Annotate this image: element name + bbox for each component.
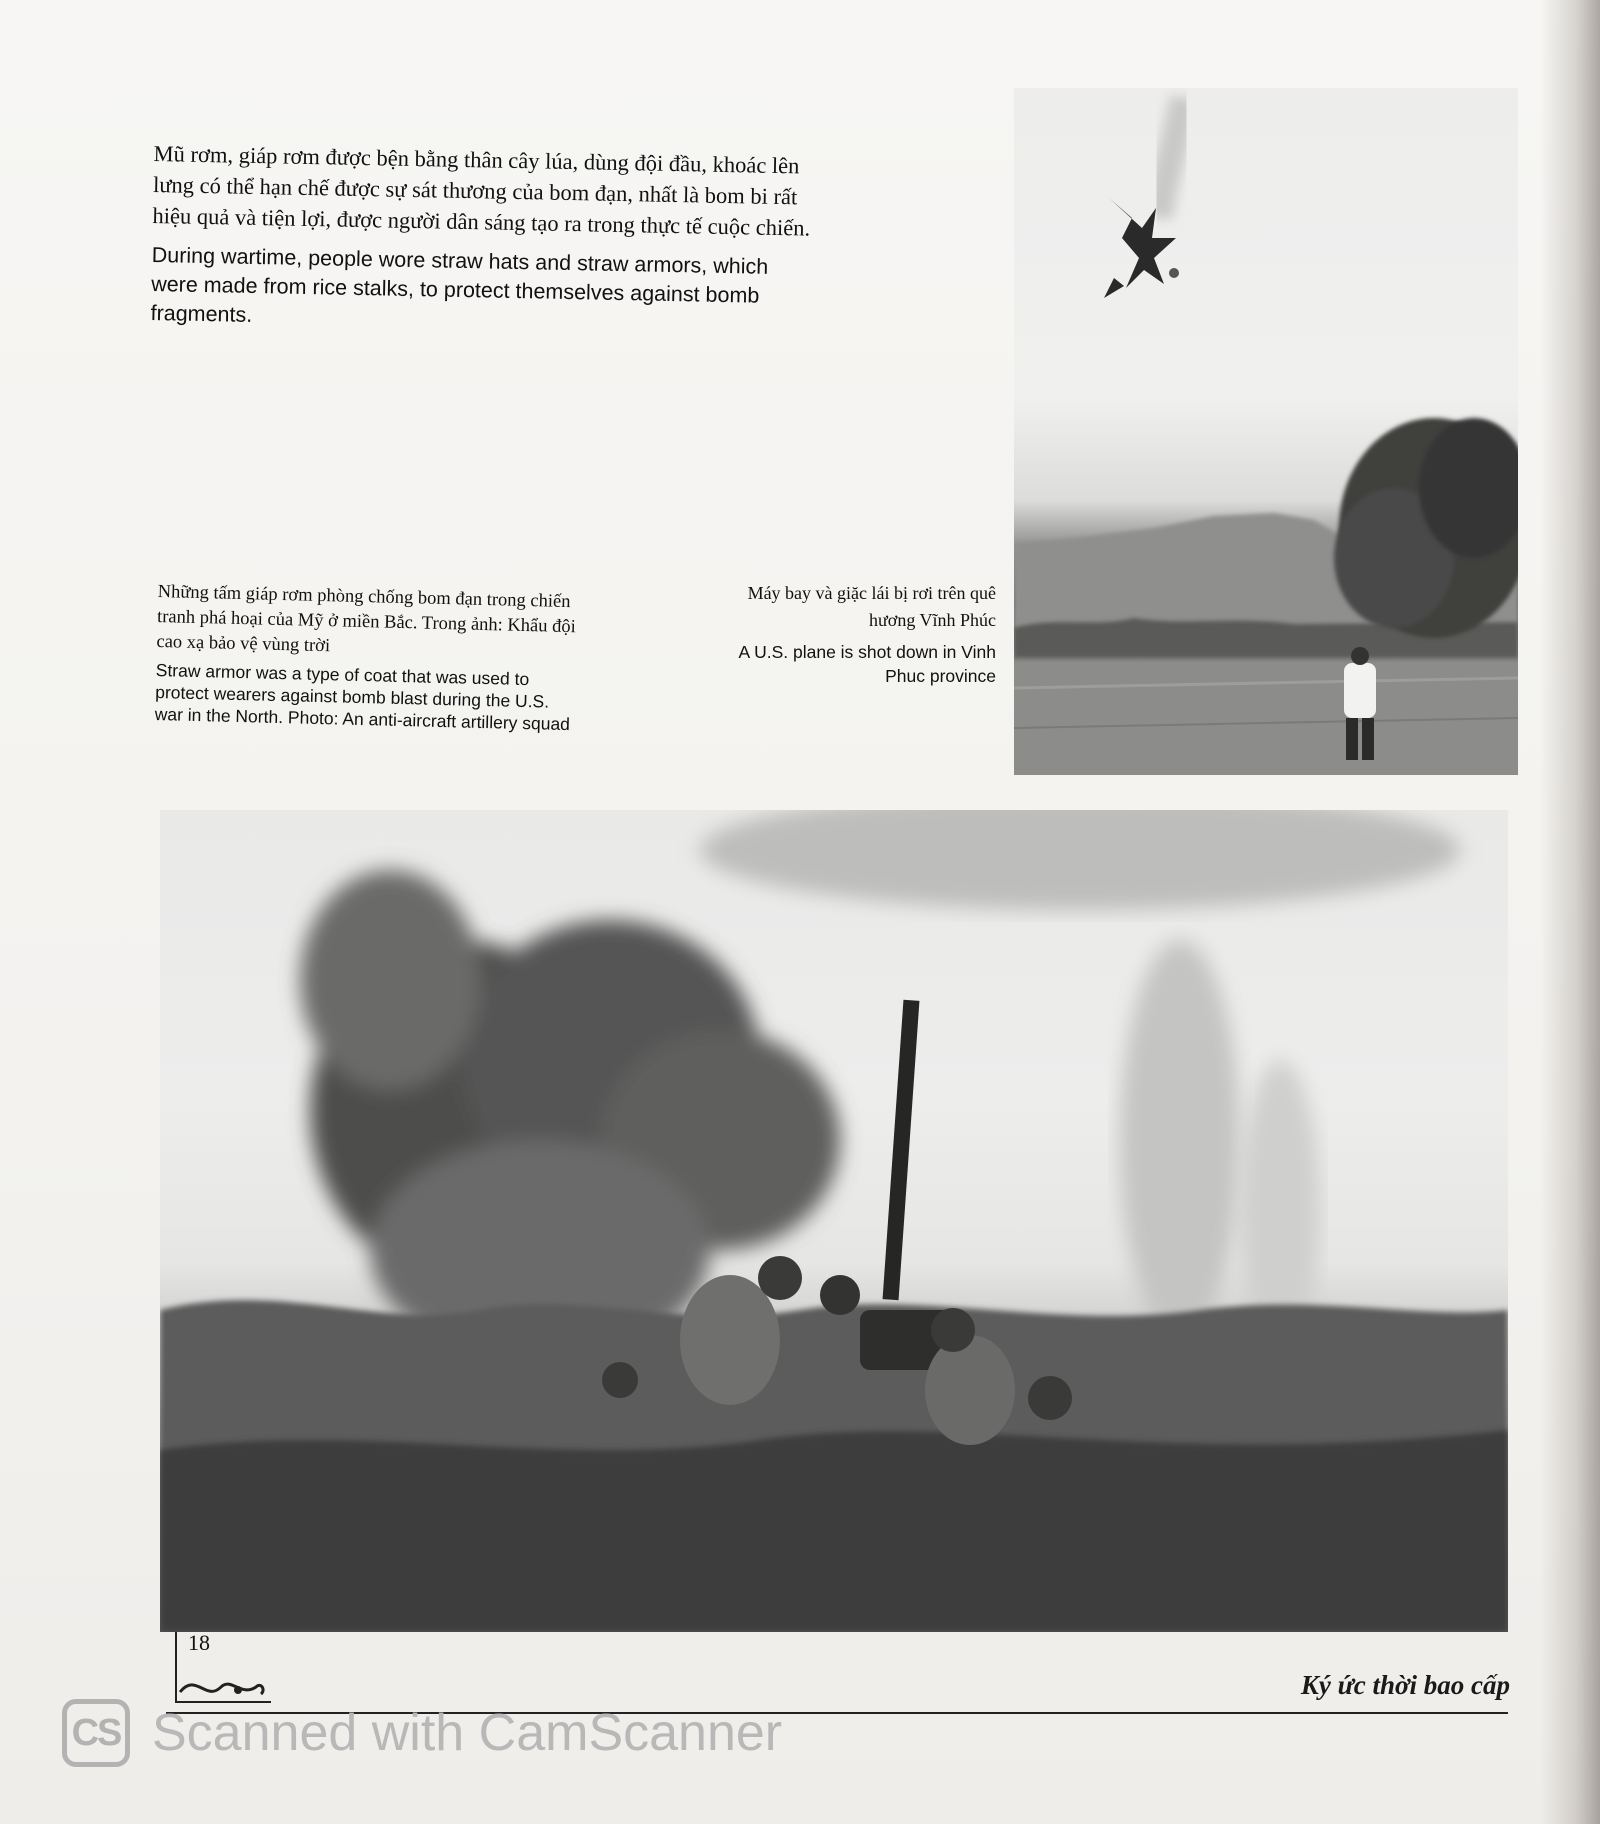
photo-anti-aircraft-squad bbox=[160, 810, 1508, 1632]
camscanner-logo-icon: CS bbox=[62, 1699, 130, 1767]
camscanner-watermark-text: Scanned with CamScanner bbox=[152, 1704, 783, 1762]
caption-left-vietnamese: Những tấm giáp rơm phòng chống bom đạn trong chiến tranh phá hoại của Mỹ ở miền Bắc. Trong ảnh: Khẩu đội cao xạ bảo vệ vùng trời bbox=[156, 581, 576, 657]
photo-plane-illustration bbox=[1014, 88, 1518, 775]
caption-right-vietnamese: Máy bay và giặc lái bị rơi trên quê hương Vĩnh Phúc bbox=[747, 583, 996, 630]
intro-text-block bbox=[150, 138, 814, 341]
page-number: 18 bbox=[188, 1630, 210, 1655]
running-title: Ký ức thời bao cấp bbox=[1300, 1670, 1510, 1700]
intro-vietnamese: Mũ rơm, giáp rơm được bện bằng thân cây lúa, dùng đội đầu, khoác lên lưng có thể hạn chế được sự sát thương của bom đạn, nhất là bom bi rất hiệu quả và tiện lợi, được người dân sáng tạo ra trong thực tế cuộc chiến. bbox=[152, 140, 811, 241]
intro-english: During wartime, people wore straw hats and straw armors, which were made from rice stalks, to protect themselves against bomb fragments. bbox=[150, 242, 769, 327]
photo-squad-illustration bbox=[160, 810, 1508, 1632]
caption-left-english: Straw armor was a type of coat that was used to protect wearers against bomb blast during the U.S. war in the North. Photo: An anti-aircraft artillery squad bbox=[154, 659, 571, 735]
page-edge-shadow bbox=[1540, 0, 1600, 1824]
photo-plane-shot-down bbox=[1014, 88, 1518, 775]
caption-right-english: A U.S. plane is shot down in Vinh Phuc province bbox=[738, 642, 996, 686]
camscanner-watermark bbox=[62, 1697, 782, 1769]
explosion-smoke bbox=[300, 870, 840, 1360]
caption-right bbox=[700, 580, 996, 688]
tree-illustration bbox=[1334, 418, 1518, 638]
caption-left bbox=[154, 580, 577, 735]
